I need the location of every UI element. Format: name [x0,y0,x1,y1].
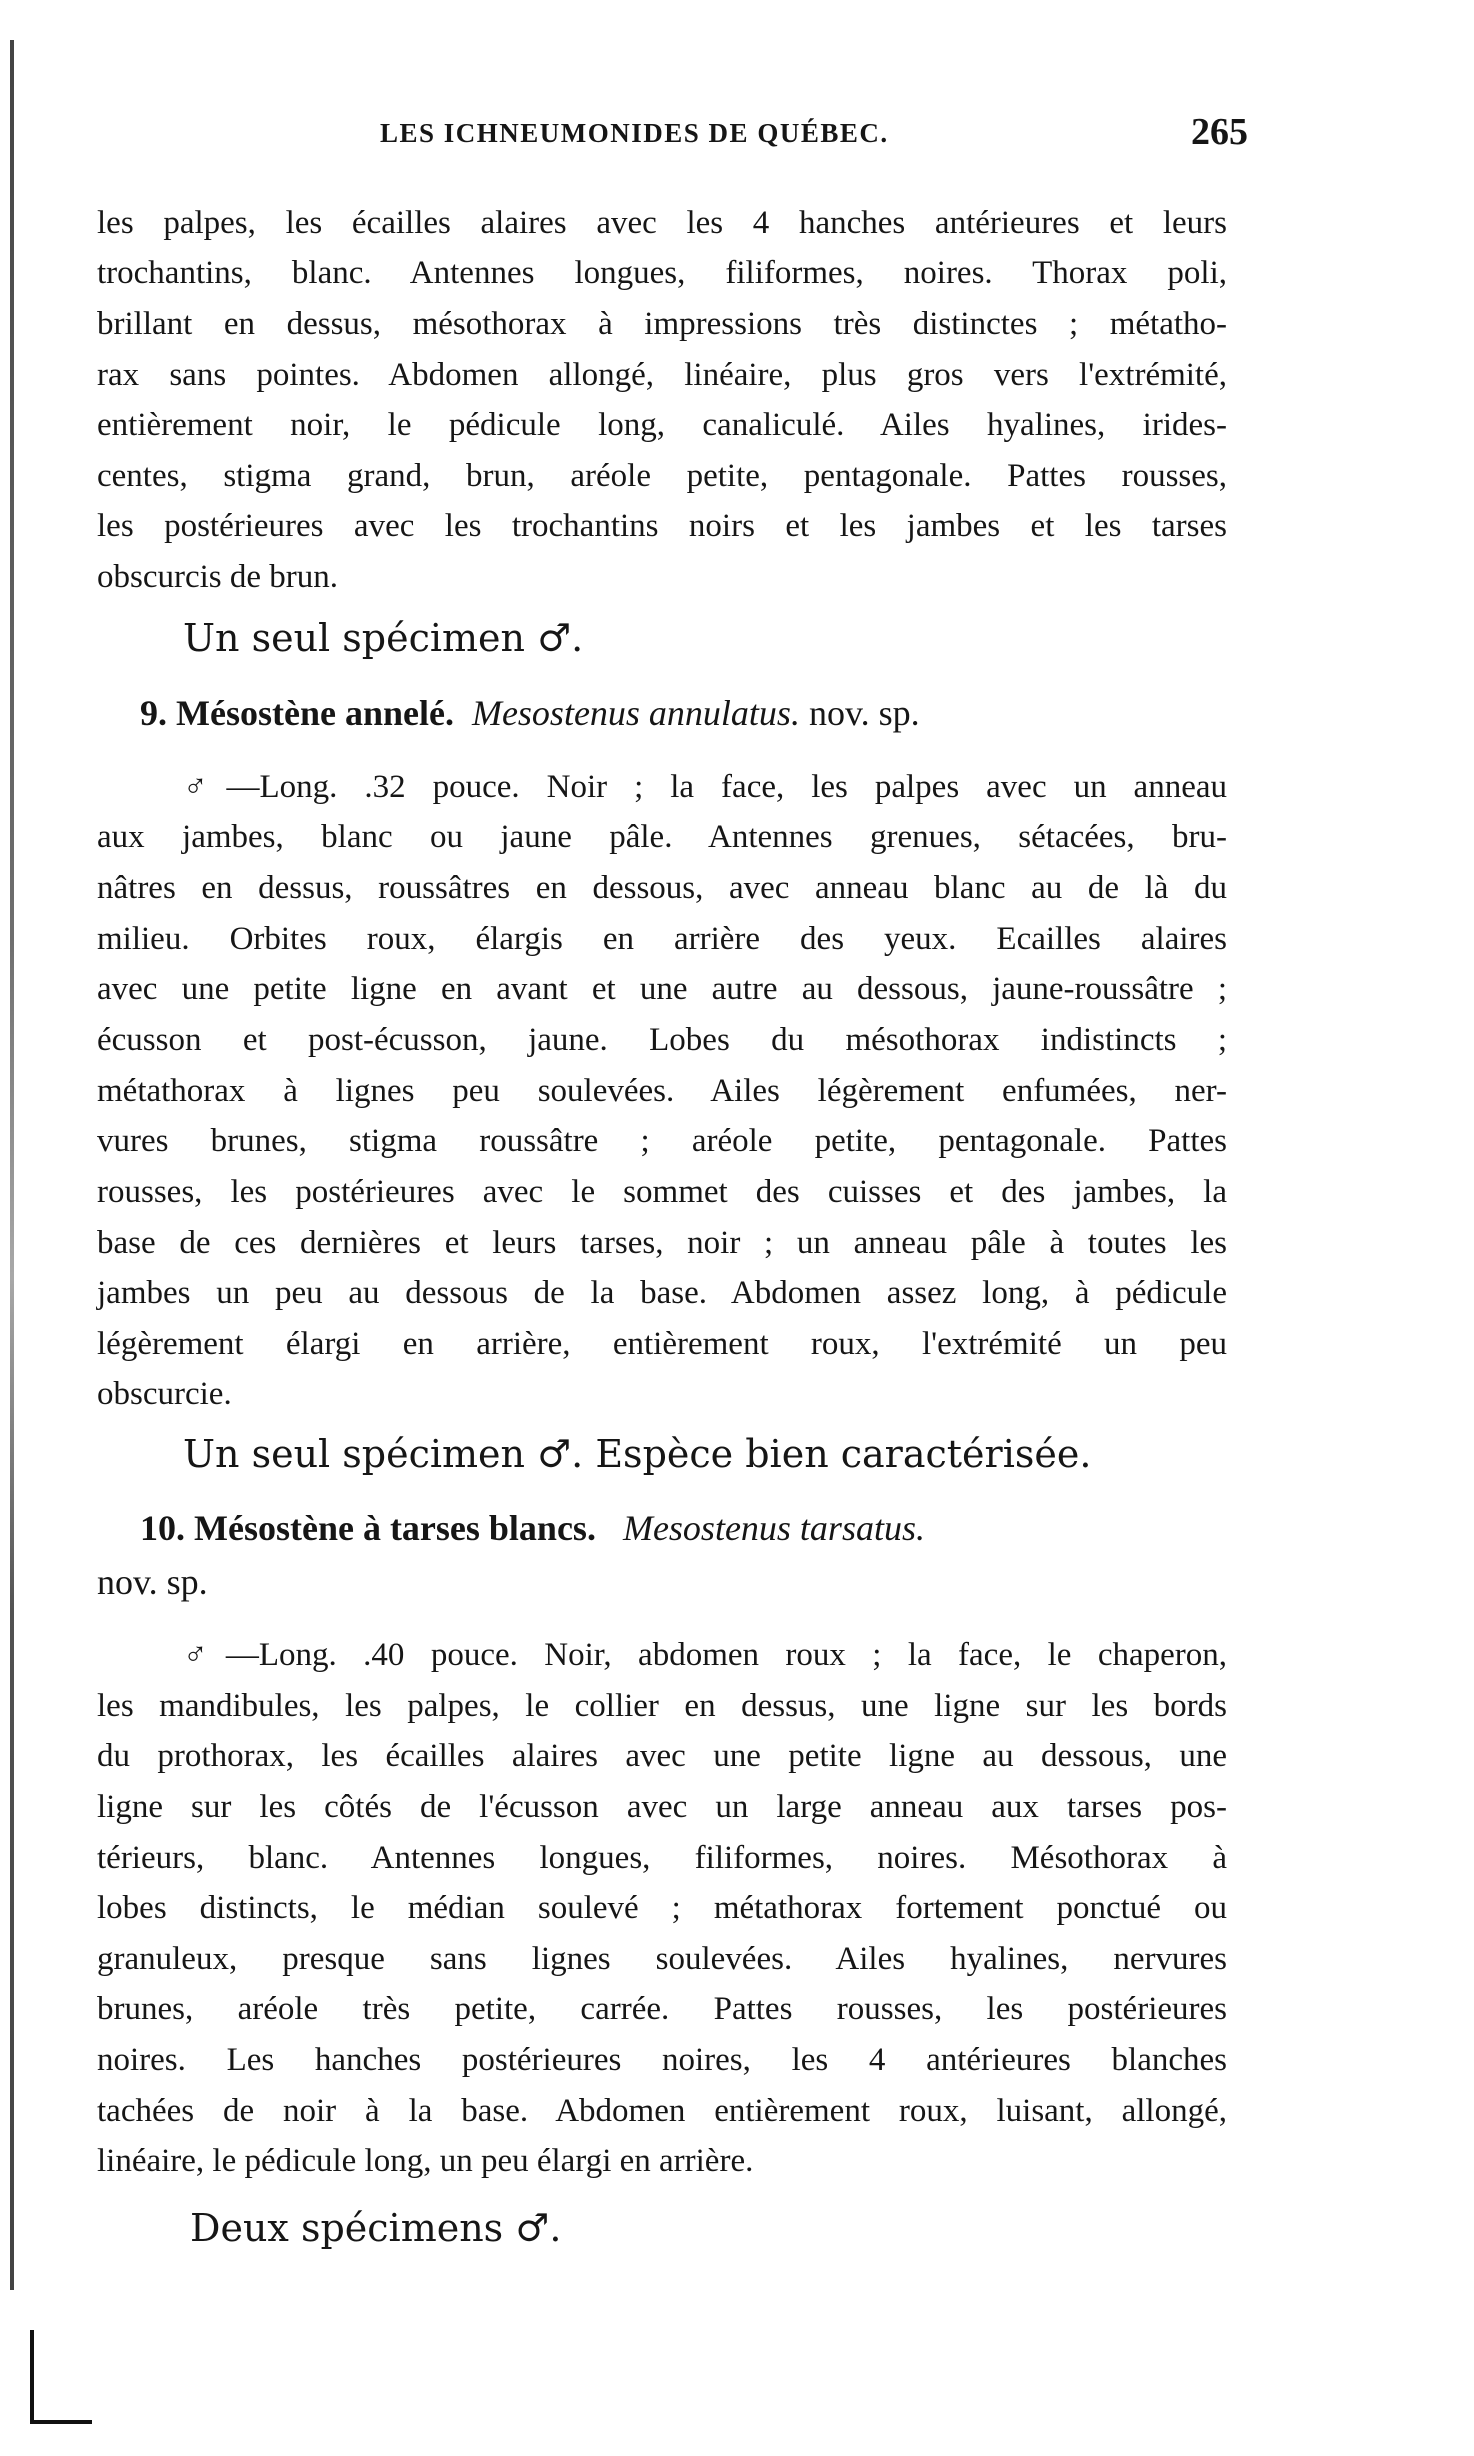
paragraph-1-line: brillant en dessus, mésothorax à impressions très distinctes ; métatho- [97,306,1227,342]
paragraph-3-line: noires. Les hanches postérieures noires, les 4 antérieures blanches [97,2042,1227,2078]
paragraph-2-line: base de ces dernières et leurs tarses, noir ; un anneau pâle à toutes les [97,1225,1227,1261]
paragraph-3-line: tachées de noir à la base. Abdomen entièrement roux, luisant, allongé, [97,2093,1227,2129]
paragraph-1-line: les palpes, les écailles alaires avec les 4 hanches antérieures et leurs [97,205,1227,241]
paragraph-3-line: brunes, aréole très petite, carrée. Pattes rousses, les postérieures [97,1991,1227,2027]
species-french-name: Mésostène à tarses blancs. [194,1508,596,1548]
paragraph-1-line: rax sans pointes. Abdomen allongé, linéaire, plus gros vers l'extrémité, [97,357,1227,393]
paragraph-3-line: granuleux, presque sans lignes soulevées. Ailes hyalines, nervures [97,1941,1227,1977]
species-status: nov. sp. [808,693,920,733]
running-title: LES ICHNEUMONIDES DE QUÉBEC. [380,118,889,148]
paragraph-3-line: du prothorax, les écailles alaires avec une petite ligne au dessous, une [97,1738,1227,1774]
species-heading-9 [140,688,920,738]
binding-edge-shadow [10,40,14,2290]
paragraph-3-line: térieurs, blanc. Antennes longues, filiformes, noires. Mésothorax à [97,1840,1227,1876]
paragraph-2-line: obscurcie. [97,1376,232,1412]
paragraph-1-line: les postérieures avec les trochantins noirs et les jambes et les tarses [97,508,1227,544]
paragraph-2-line: métathorax à lignes peu soulevées. Ailes légèrement enfumées, ner- [97,1073,1227,1109]
species-french-name: Mésostène annelé. [176,693,454,733]
species-heading-10 [140,1503,1227,1553]
paragraph-2-line: nâtres en dessus, roussâtres en dessous, avec anneau blanc au de là du [97,870,1227,906]
species-latin-name: Mesostenus tarsatus. [622,1508,925,1548]
paragraph-1-line: trochantins, blanc. Antennes longues, filiformes, noires. Thorax poli, [97,255,1227,291]
paragraph-3-line: ligne sur les côtés de l'écusson avec un large anneau aux tarses pos- [97,1789,1227,1825]
paragraph-2-line: aux jambes, blanc ou jaune pâle. Antennes grenues, sétacées, bru- [97,819,1227,855]
species-number: 10. [140,1508,185,1548]
paragraph-2-line: ♂—Long. .32 pouce. Noir ; la face, les palpes avec un anneau [183,769,1227,805]
paragraph-3-line: les mandibules, les palpes, le collier en dessus, une ligne sur les bords [97,1688,1227,1724]
paragraph-1-line: obscurcis de brun. [97,559,339,595]
paragraph-2-line: légèrement élargi en arrière, entièrement roux, l'extrémité un peu [97,1326,1227,1362]
page-corner-mark [30,2330,92,2424]
species-latin-name: Mesostenus annulatus. [471,693,800,733]
paragraph-3-line: ♂—Long. .40 pouce. Noir, abdomen roux ; la face, le chaperon, [183,1637,1227,1673]
paragraph-1-line: centes, stigma grand, brun, aréole petite, pentagonale. Pattes rousses, [97,458,1227,494]
paragraph-2-line: milieu. Orbites roux, élargis en arrière des yeux. Ecailles alaires [97,921,1227,957]
paragraph-2-line: jambes un peu au dessous de la base. Abdomen assez long, à pédicule [97,1275,1227,1311]
paragraph-2-line: écusson et post-écusson, jaune. Lobes du mésothorax indistincts ; [97,1022,1227,1058]
paragraph-3-line: lobes distincts, le médian soulevé ; métathorax fortement ponctué ou [97,1890,1227,1926]
paragraph-1-line: entièrement noir, le pédicule long, canaliculé. Ailes hyalines, irides- [97,407,1227,443]
species-number: 9. [140,693,167,733]
paragraph-2-line: rousses, les postérieures avec le sommet des cuisses et des jambes, la [97,1174,1227,1210]
specimen-note: Un seul spécimen ♂. Espèce bien caractérisée. [183,1432,1092,1476]
species-status: nov. sp. [97,1562,208,1602]
specimen-note: Deux spécimens ♂. [190,2206,562,2250]
page-number: 265 [1191,111,1248,153]
paragraph-3-line: linéaire, le pédicule long, un peu élargi en arrière. [97,2143,754,2179]
species-status-line [97,1557,208,1607]
paragraph-2-line: avec une petite ligne en avant et une autre au dessous, jaune-roussâtre ; [97,971,1227,1007]
paragraph-2-line: vures brunes, stigma roussâtre ; aréole petite, pentagonale. Pattes [97,1123,1227,1159]
specimen-note: Un seul spécimen ♂. [183,616,584,660]
